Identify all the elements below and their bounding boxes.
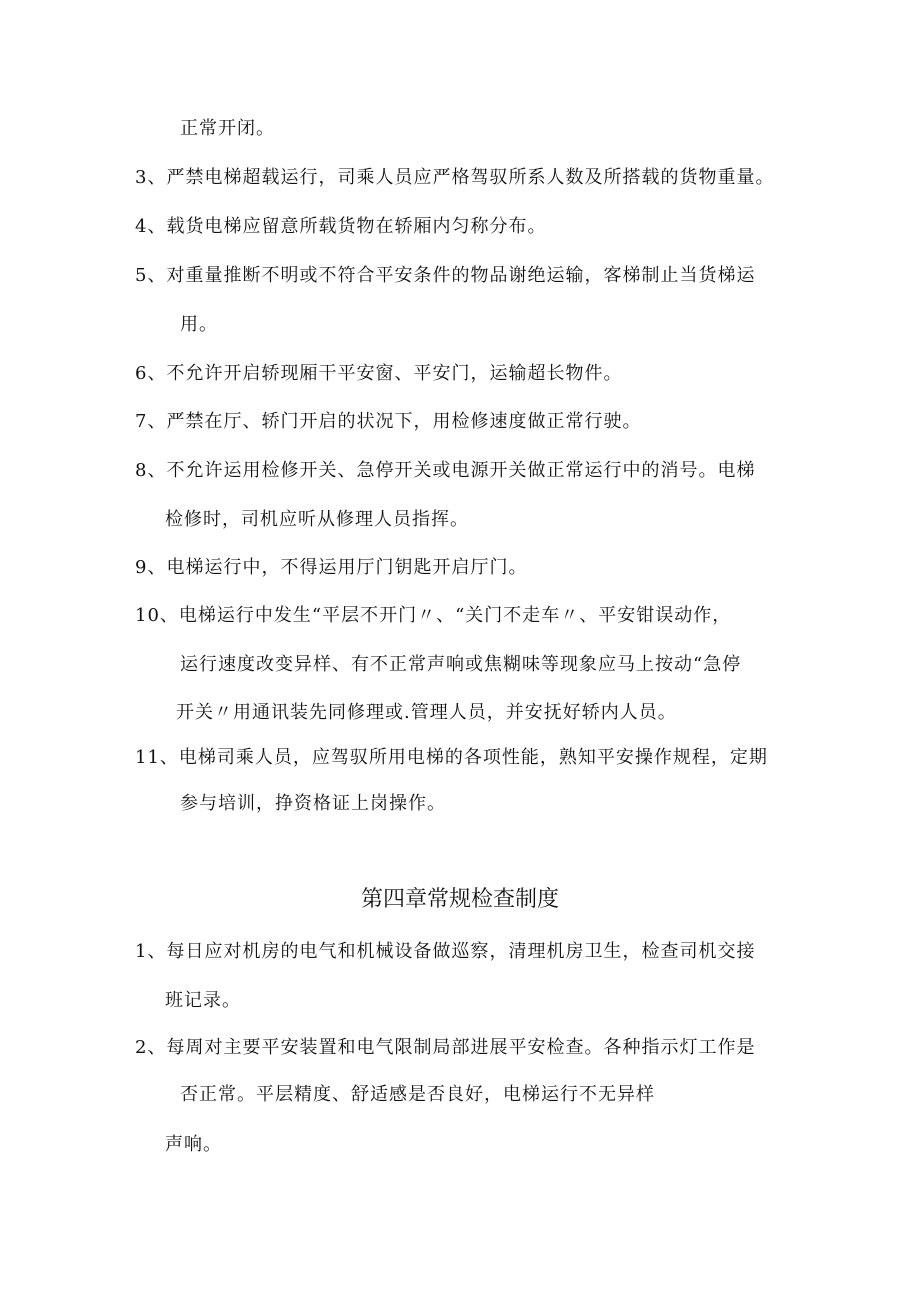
item-text: 每周对主要平安装置和电气限制局部进展平安检查。各种指示灯工作是 (166, 1037, 756, 1058)
item-text: 电梯运行中，不得运用厅门钥匙开启厅门。 (166, 557, 528, 578)
item-text: 严禁在厅、轿门开启的状况下，用检修速度做正常行驶。 (166, 411, 642, 432)
list-item (135, 604, 731, 628)
item-text-continuation: 参与培训，挣资格证上岗操作。 (180, 793, 446, 814)
item-number: 3、 (135, 167, 167, 188)
list-item (135, 410, 641, 434)
item-text-continuation: 声响。 (165, 1134, 222, 1155)
item-number: 5、 (135, 265, 167, 286)
item-number: 2、 (135, 1037, 167, 1058)
item-number: 8、 (135, 460, 167, 481)
item-text-continuation: 检修时，司机应听从修理人员指挥。 (165, 509, 469, 530)
list-item (135, 1036, 755, 1060)
list-item (135, 264, 755, 288)
item-number: 9、 (135, 557, 167, 578)
chapter-title: 第四章常规检查制度 (360, 887, 559, 912)
item-text-continuation: 开关〃用通讯装先同修理或.管理人员，并安抚好轿内人员。 (176, 702, 677, 723)
list-item (135, 215, 546, 239)
item-number: 7、 (135, 411, 167, 432)
item-text-continuation: 运行速度改变异样、有不正常声响或焦糊味等现象应马上按动“急停 (180, 654, 742, 675)
paragraph-continuation: 正常开闭。 (180, 118, 275, 139)
list-item (135, 556, 527, 580)
item-text: 对重量推断不明或不符合平安条件的物品谢绝运输，客梯制止当货梯运 (166, 265, 756, 286)
item-text: 每日应对机房的电气和机械设备做巡察，清理机房卫生，检查司机交接 (166, 941, 756, 962)
item-text: 电梯司乘人员，应驾驭所用电梯的各项性能，熟知平安操作规程，定期 (178, 747, 768, 768)
item-text: 电梯运行中发生“平层不开门〃、“关门不走车〃、平安钳误动作， (178, 605, 732, 626)
list-item (135, 362, 622, 386)
item-text: 载货电梯应留意所载货物在轿厢内匀称分布。 (166, 216, 547, 237)
item-text: 不允许开启轿现厢干平安窗、平安门，运输超长物件。 (166, 363, 623, 384)
item-text-continuation: 用。 (180, 314, 218, 335)
item-number: 6、 (135, 363, 167, 384)
item-number: 10、 (135, 605, 179, 626)
item-number: 4、 (135, 216, 167, 237)
list-item (135, 746, 768, 770)
item-text: 不允许运用检修开关、急停开关或电源开关做正常运行中的消号。电梯 (166, 460, 756, 481)
item-text-continuation: 否正常。平层精度、舒适感是否良好，电梯运行不无异样 (180, 1084, 655, 1105)
item-number: 11、 (135, 747, 179, 768)
item-number: 1、 (135, 941, 167, 962)
item-text-continuation: 班记录。 (165, 990, 241, 1011)
list-item (135, 459, 755, 483)
list-item (135, 940, 755, 964)
item-text: 严禁电梯超载运行，司乘人员应严格驾驭所系人数及所搭载的货物重量。 (166, 167, 775, 188)
list-item (135, 166, 774, 190)
